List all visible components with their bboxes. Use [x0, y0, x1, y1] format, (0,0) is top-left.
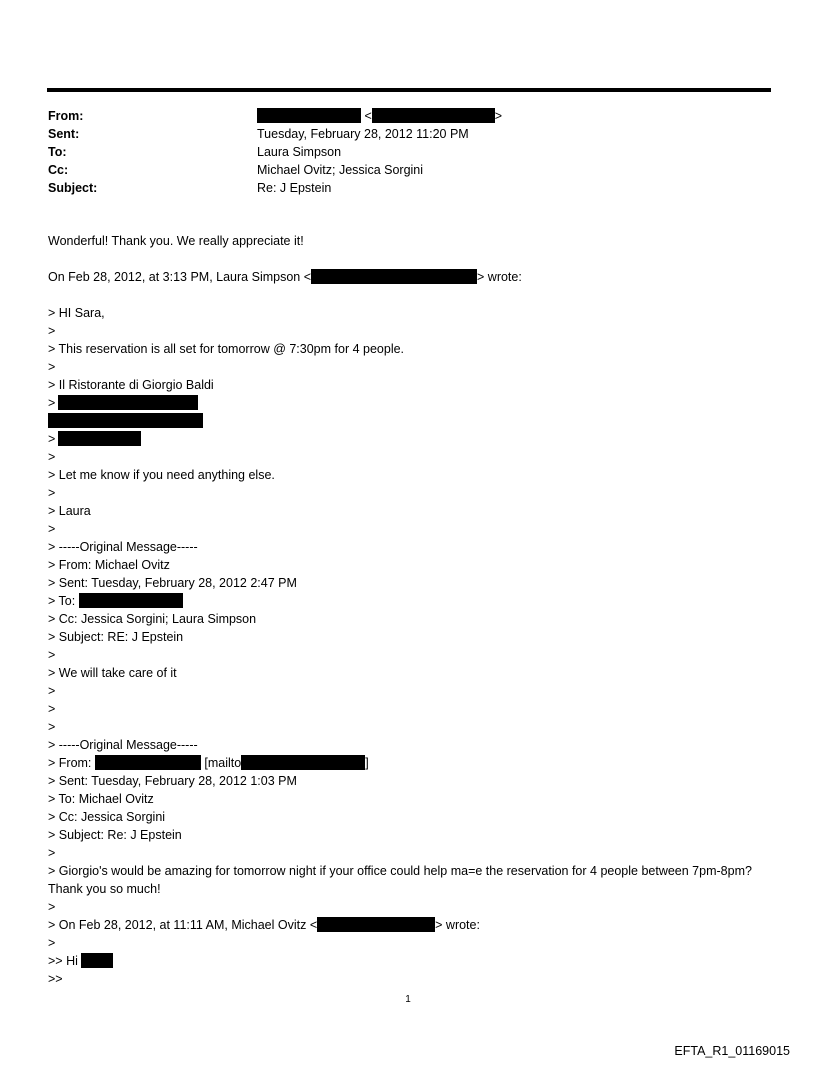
body-line: > Il Ristorante di Giorgio Baldi	[48, 378, 214, 392]
to-line	[48, 592, 768, 610]
body-line: >	[48, 486, 56, 500]
body-line: >	[48, 936, 56, 950]
page-number: 1	[405, 994, 411, 1005]
header-rule	[47, 88, 771, 92]
redaction-block	[317, 917, 435, 932]
email-body	[48, 232, 768, 988]
mailto-close: ]	[365, 756, 369, 770]
subject-value: Re: J Epstein	[257, 181, 332, 195]
body-line: > Sent: Tuesday, February 28, 2012 1:03 PM	[48, 774, 297, 788]
body-line: > From: Michael Ovitz	[48, 558, 170, 572]
from-line-text: > From:	[48, 756, 92, 770]
to-line-text: > To:	[48, 594, 76, 608]
redaction-block	[311, 269, 477, 284]
quote-intro-text: On Feb 28, 2012, at 3:13 PM, Laura Simpson <	[48, 270, 312, 284]
redaction-block	[372, 108, 495, 123]
body-line: >	[48, 522, 56, 536]
address-line	[48, 412, 768, 430]
body-line: > Laura	[48, 504, 91, 518]
quote-intro	[48, 916, 768, 934]
quote-intro-text: > On Feb 28, 2012, at 11:11 AM, Michael Ovitz <	[48, 918, 318, 932]
quote-intro	[48, 268, 768, 286]
spacer	[48, 286, 768, 304]
body-line: >	[48, 846, 56, 860]
address-line	[48, 394, 768, 412]
body-line: >	[48, 720, 56, 734]
body-line: > Cc: Jessica Sorgini	[48, 810, 166, 824]
quote-intro-tail: > wrote:	[435, 918, 480, 932]
redaction-block	[58, 395, 198, 410]
body-paragraph: > Giorgio's would be amazing for tomorrow night if your office could help ma=e the reservation for 4 people between 7pm-8pm? Thank you so much!	[48, 864, 752, 896]
subject-label: Subject:	[48, 181, 98, 195]
body-line: > This reservation is all set for tomorrow @ 7:30pm for 4 people.	[48, 342, 405, 356]
from-gt: >	[494, 109, 503, 123]
spacer	[48, 250, 768, 268]
cc-label: Cc:	[48, 163, 69, 177]
quote-marker: >	[48, 432, 56, 446]
to-value: Laura Simpson	[257, 145, 342, 159]
sent-value: Tuesday, February 28, 2012 11:20 PM	[257, 127, 469, 141]
redaction-block	[48, 413, 203, 428]
greeting-line	[48, 952, 768, 970]
body-line: > -----Original Message-----	[48, 738, 198, 752]
body-line: >	[48, 684, 56, 698]
sent-label: Sent:	[48, 127, 80, 141]
body-line: >	[48, 360, 56, 374]
body-line: >	[48, 900, 56, 914]
mailto-text: [mailto	[204, 756, 242, 770]
body-line: >>	[48, 972, 63, 986]
redaction-block	[81, 953, 113, 968]
body-line: >	[48, 324, 56, 338]
body-line: >	[48, 450, 56, 464]
body-line: > Sent: Tuesday, February 28, 2012 2:47 PM	[48, 576, 297, 590]
body-line: Wonderful! Thank you. We really appreciate it!	[48, 234, 304, 248]
from-label: From:	[48, 109, 84, 123]
to-label: To:	[48, 145, 67, 159]
address-line	[48, 430, 768, 448]
greeting-text: >> Hi	[48, 954, 78, 968]
from-value	[257, 107, 502, 125]
body-line: > HI Sara,	[48, 306, 105, 320]
body-line: > Subject: RE: J Epstein	[48, 630, 184, 644]
from-lt: <	[364, 109, 372, 123]
cc-value: Michael Ovitz; Jessica Sorgini	[257, 163, 424, 177]
body-line: > Cc: Jessica Sorgini; Laura Simpson	[48, 612, 257, 626]
quote-intro-tail: > wrote:	[477, 270, 522, 284]
document-id: EFTA_R1_01169015	[674, 1044, 790, 1058]
redaction-block	[79, 593, 183, 608]
body-line: > Let me know if you need anything else.	[48, 468, 275, 482]
body-line: > Subject: Re: J Epstein	[48, 828, 182, 842]
redaction-block	[257, 108, 361, 123]
quote-marker: >	[48, 396, 56, 410]
redaction-block	[241, 755, 365, 770]
redaction-block	[58, 431, 141, 446]
body-line: >	[48, 702, 56, 716]
redaction-block	[95, 755, 201, 770]
body-line: > -----Original Message-----	[48, 540, 198, 554]
body-line: > We will take care of it	[48, 666, 177, 680]
body-line: >	[48, 648, 56, 662]
body-line: > To: Michael Ovitz	[48, 792, 154, 806]
from-line	[48, 754, 768, 772]
